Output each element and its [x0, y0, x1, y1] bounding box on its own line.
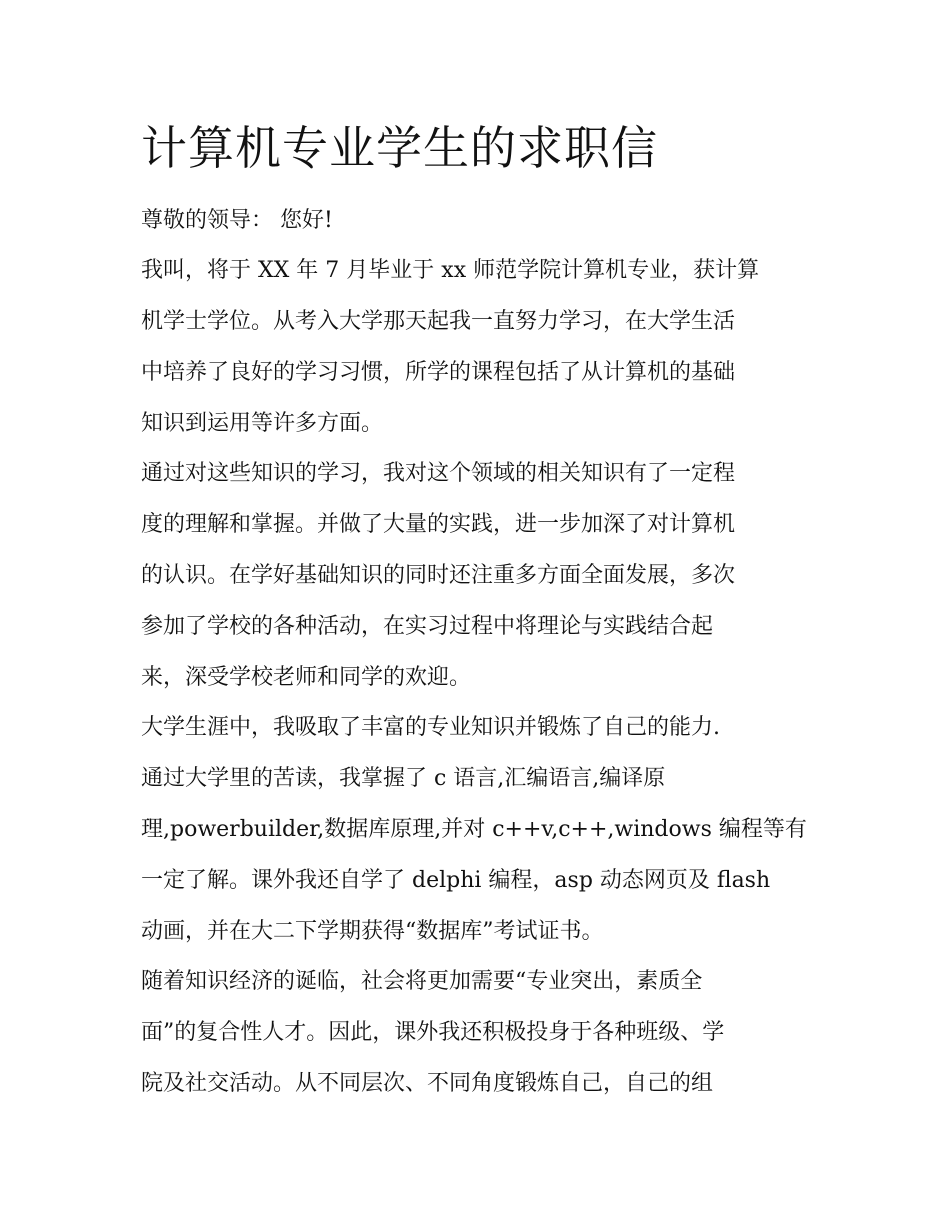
paragraph-2 [141, 459, 821, 693]
document-title: 计算机专业学生的求职信 [141, 121, 658, 175]
paragraph-4 [141, 967, 821, 1099]
text-line: 大学生涯中，我吸取了丰富的专业知识并锻炼了自己的能力. [141, 715, 720, 740]
greeting: 尊敬的领导： 您好! [141, 208, 333, 233]
text-line: 中培养了良好的学习习惯，所学的课程包括了从计算机的基础 [141, 360, 736, 385]
text-line: 动画，并在大二下学期获得“数据库”考试证书。 [141, 919, 604, 944]
text-line: 一定了解。课外我还自学了 delphi 编程，asp 动态网页及 flash [141, 868, 771, 893]
text-line: 我叫，将于 XX 年 7 月毕业于 xx 师范学院计算机专业，获计算 [141, 258, 760, 283]
text-line: 随着知识经济的诞临，社会将更加需要“专业突出，素质全 [141, 969, 703, 994]
paragraph-3 [141, 713, 821, 947]
document-body [141, 118, 821, 1099]
text-line: 院及社交活动。从不同层次、不同角度锻炼自己，自己的组 [141, 1071, 714, 1096]
text-line: 通过大学里的苦读，我掌握了 c 语言,汇编语言,编译原 [141, 766, 666, 791]
text-line: 面”的复合性人才。因此，课外我还积极投身于各种班级、学 [141, 1020, 725, 1045]
text-line: 来，深受学校老师和同学的欢迎。 [141, 665, 472, 690]
text-line: 通过对这些知识的学习，我对这个领域的相关知识有了一定程 [141, 461, 736, 486]
text-line: 知识到运用等许多方面。 [141, 411, 384, 436]
text-line: 理,powerbuilder,数据库原理,并对 c++v,c++,windows 编程等有 [141, 817, 807, 842]
text-line: 参加了学校的各种活动，在实习过程中将理论与实践结合起 [141, 614, 714, 639]
text-line: 机学士学位。从考入大学那天起我一直努力学习，在大学生活 [141, 309, 736, 334]
text-line: 度的理解和掌握。并做了大量的实践，进一步加深了对计算机 [141, 512, 736, 537]
paragraph-1 [141, 256, 821, 439]
text-line: 的认识。在学好基础知识的同时还注重多方面全面发展，多次 [141, 563, 736, 588]
